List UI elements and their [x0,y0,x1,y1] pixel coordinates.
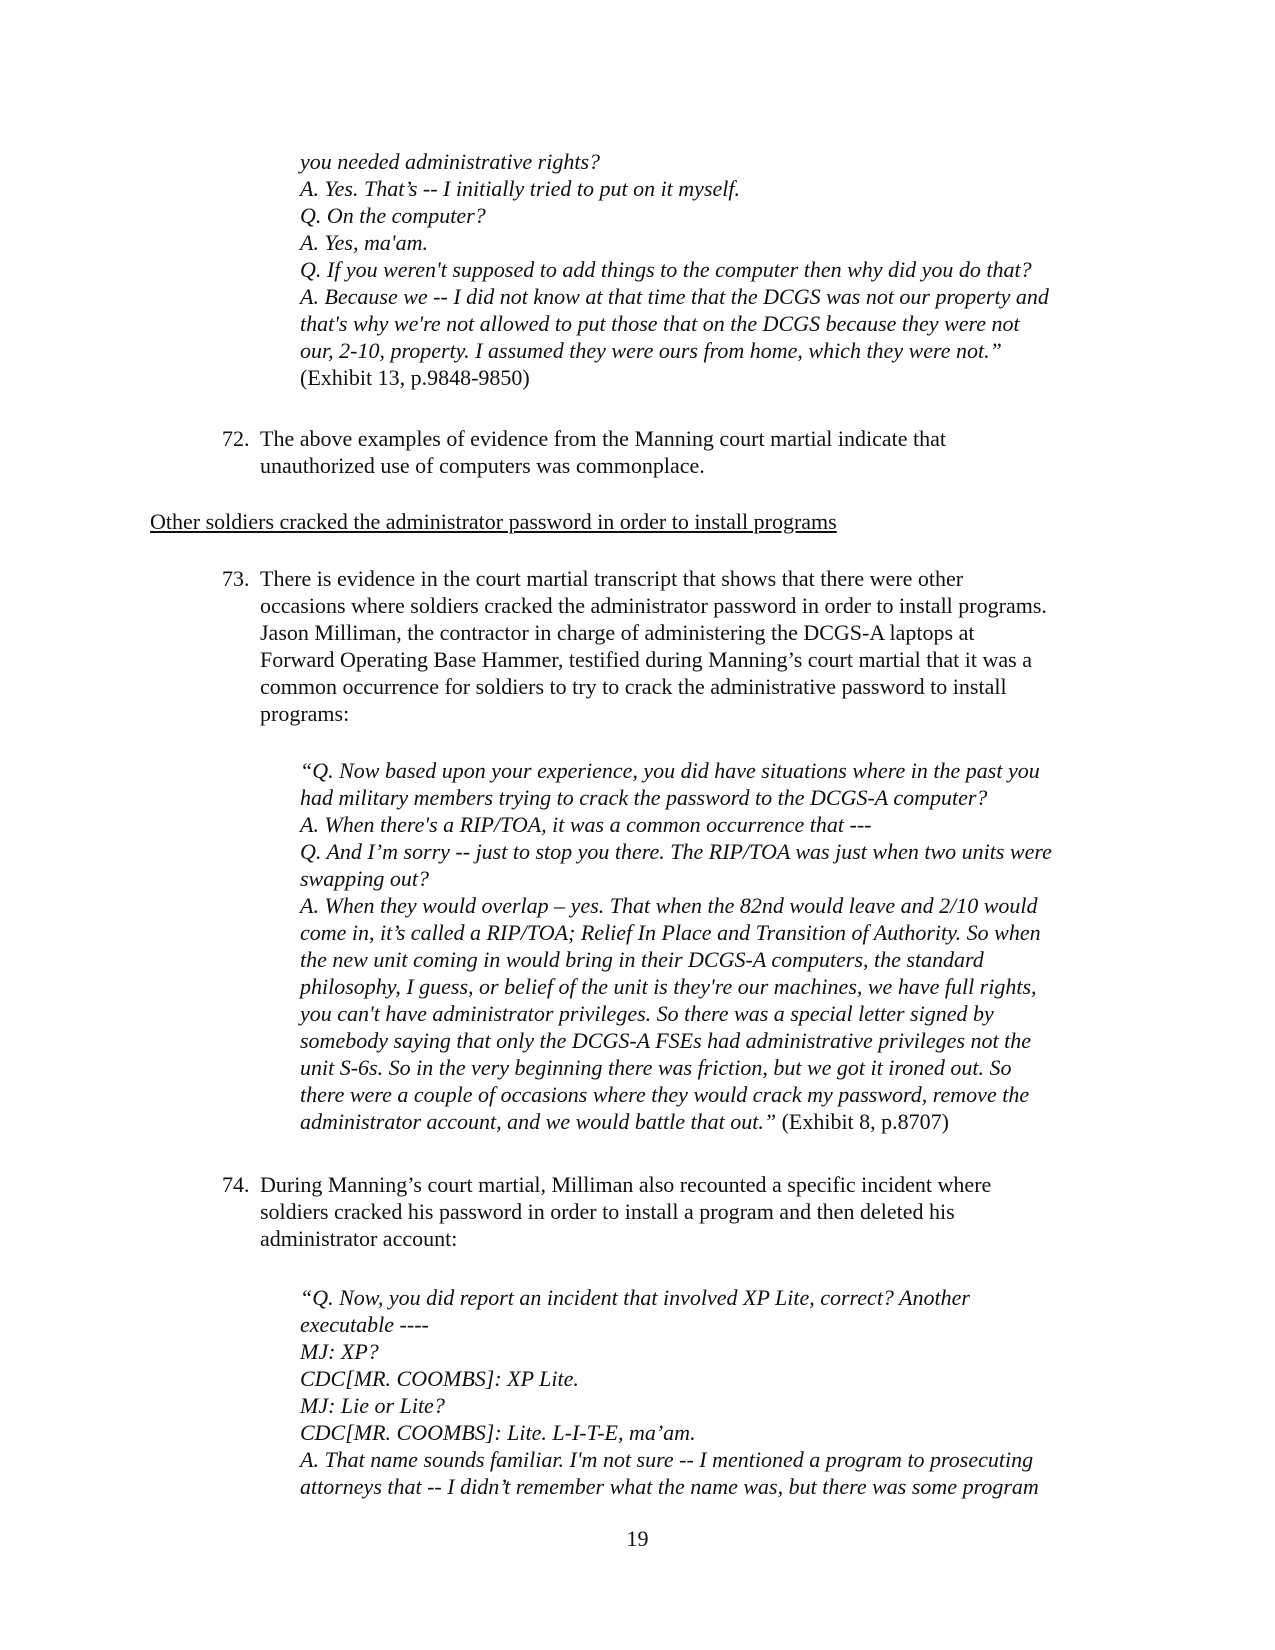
quote-line: there were a couple of occasions where they would crack my password, remove the [300,1082,1030,1107]
quote-line: attorneys that -- I didn’t remember what the name was, but there was some program [300,1474,1039,1499]
quote-line: you needed administrative rights? [300,149,601,174]
paragraph-line: There is evidence in the court martial transcript that shows that there were other [260,566,964,591]
paragraph-line: programs: [260,701,350,726]
quote-line: A. That name sounds familiar. I'm not sure -- I mentioned a program to prosecuting [300,1447,1034,1472]
paragraph-line: During Manning’s court martial, Milliman also recounted a specific incident where [260,1172,992,1197]
quote-line: CDC[MR. COOMBS]: XP Lite. [300,1366,579,1391]
quote-line: somebody saying that only the DCGS-A FSEs had administrative privileges not the [300,1028,1031,1053]
quote-line: Q. On the computer? [300,203,486,228]
quote-line-end: administrator account, and we would battle that out.” [300,1109,777,1134]
paragraph-line: The above examples of evidence from the Manning court martial indicate that [260,426,947,451]
quote-line: MJ: XP? [300,1339,379,1364]
paragraph-number: 73. [222,566,250,591]
quote-line: that's why we're not allowed to put those that on the DCGS because they were not [300,311,1020,336]
quote-line: our, 2-10, property. I assumed they were ours from home, which they were not.” [300,338,1002,363]
quote-line: executable ---- [300,1312,429,1337]
paragraph-line: soldiers cracked his password in order to install a program and then deleted his [260,1199,955,1224]
section-heading: Other soldiers cracked the administrator password in order to install programs [150,509,837,534]
quote-block-testimony-2 [300,757,1052,1135]
exhibit-citation: (Exhibit 8, p.8707) [776,1109,949,1134]
exhibit-citation: (Exhibit 13, p.9848-9850) [300,365,530,390]
quote-line: philosophy, I guess, or belief of the unit is they're our machines, we have full rights, [300,974,1037,999]
quote-line: come in, it’s called a RIP/TOA; Relief In Place and Transition of Authority. So when [300,920,1041,945]
paragraph-line: unauthorized use of computers was commonplace. [260,453,705,478]
quote-line: A. Yes, ma'am. [300,230,428,255]
quote-line: had military members trying to crack the password to the DCGS-A computer? [300,785,988,810]
paragraph-body [260,1171,991,1252]
paragraph-number: 72. [222,426,250,451]
quote-line: “Q. Now based upon your experience, you did have situations where in the past you [300,758,1040,783]
quote-line: Q. If you weren't supposed to add things to the computer then why did you do that? [300,257,1032,282]
paragraph-line: occasions where soldiers cracked the administrator password in order to install programs. [260,593,1047,618]
quote-line: A. When they would overlap – yes. That when the 82nd would leave and 2/10 would [300,893,1038,918]
quote-line: A. When there's a RIP/TOA, it was a common occurrence that --- [300,812,872,837]
quote-line: you can't have administrator privileges. So there was a special letter signed by [300,1001,994,1026]
paragraph-line: common occurrence for soldiers to try to crack the administrative password to install [260,674,1007,699]
quote-block-testimony-3 [300,1284,1039,1500]
quote-block-testimony-1 [300,148,1049,391]
paragraph-line: Forward Operating Base Hammer, testified during Manning’s court martial that it was a [260,647,1032,672]
paragraph-line: administrator account: [260,1226,458,1251]
paragraph-body [260,565,1047,727]
paragraph-line: Jason Milliman, the contractor in charge of administering the DCGS-A laptops at [260,620,975,645]
paragraph-body [260,425,946,479]
quote-last-line [300,1108,1052,1135]
quote-line: CDC[MR. COOMBS]: Lite. L-I-T-E, ma’am. [300,1420,696,1445]
quote-line: unit S-6s. So in the very beginning there was friction, but we got it ironed out. So [300,1055,1012,1080]
paragraph-number: 74. [222,1172,250,1197]
quote-line: Q. And I’m sorry -- just to stop you there. The RIP/TOA was just when two units were [300,839,1052,864]
page-number: 19 [626,1526,649,1551]
quote-line: the new unit coming in would bring in their DCGS-A computers, the standard [300,947,984,972]
quote-line: A. Yes. That’s -- I initially tried to put on it myself. [300,176,740,201]
quote-line: MJ: Lie or Lite? [300,1393,445,1418]
quote-line: A. Because we -- I did not know at that time that the DCGS was not our property and [300,284,1049,309]
quote-line: “Q. Now, you did report an incident that involved XP Lite, correct? Another [300,1285,970,1310]
quote-line: swapping out? [300,866,429,891]
